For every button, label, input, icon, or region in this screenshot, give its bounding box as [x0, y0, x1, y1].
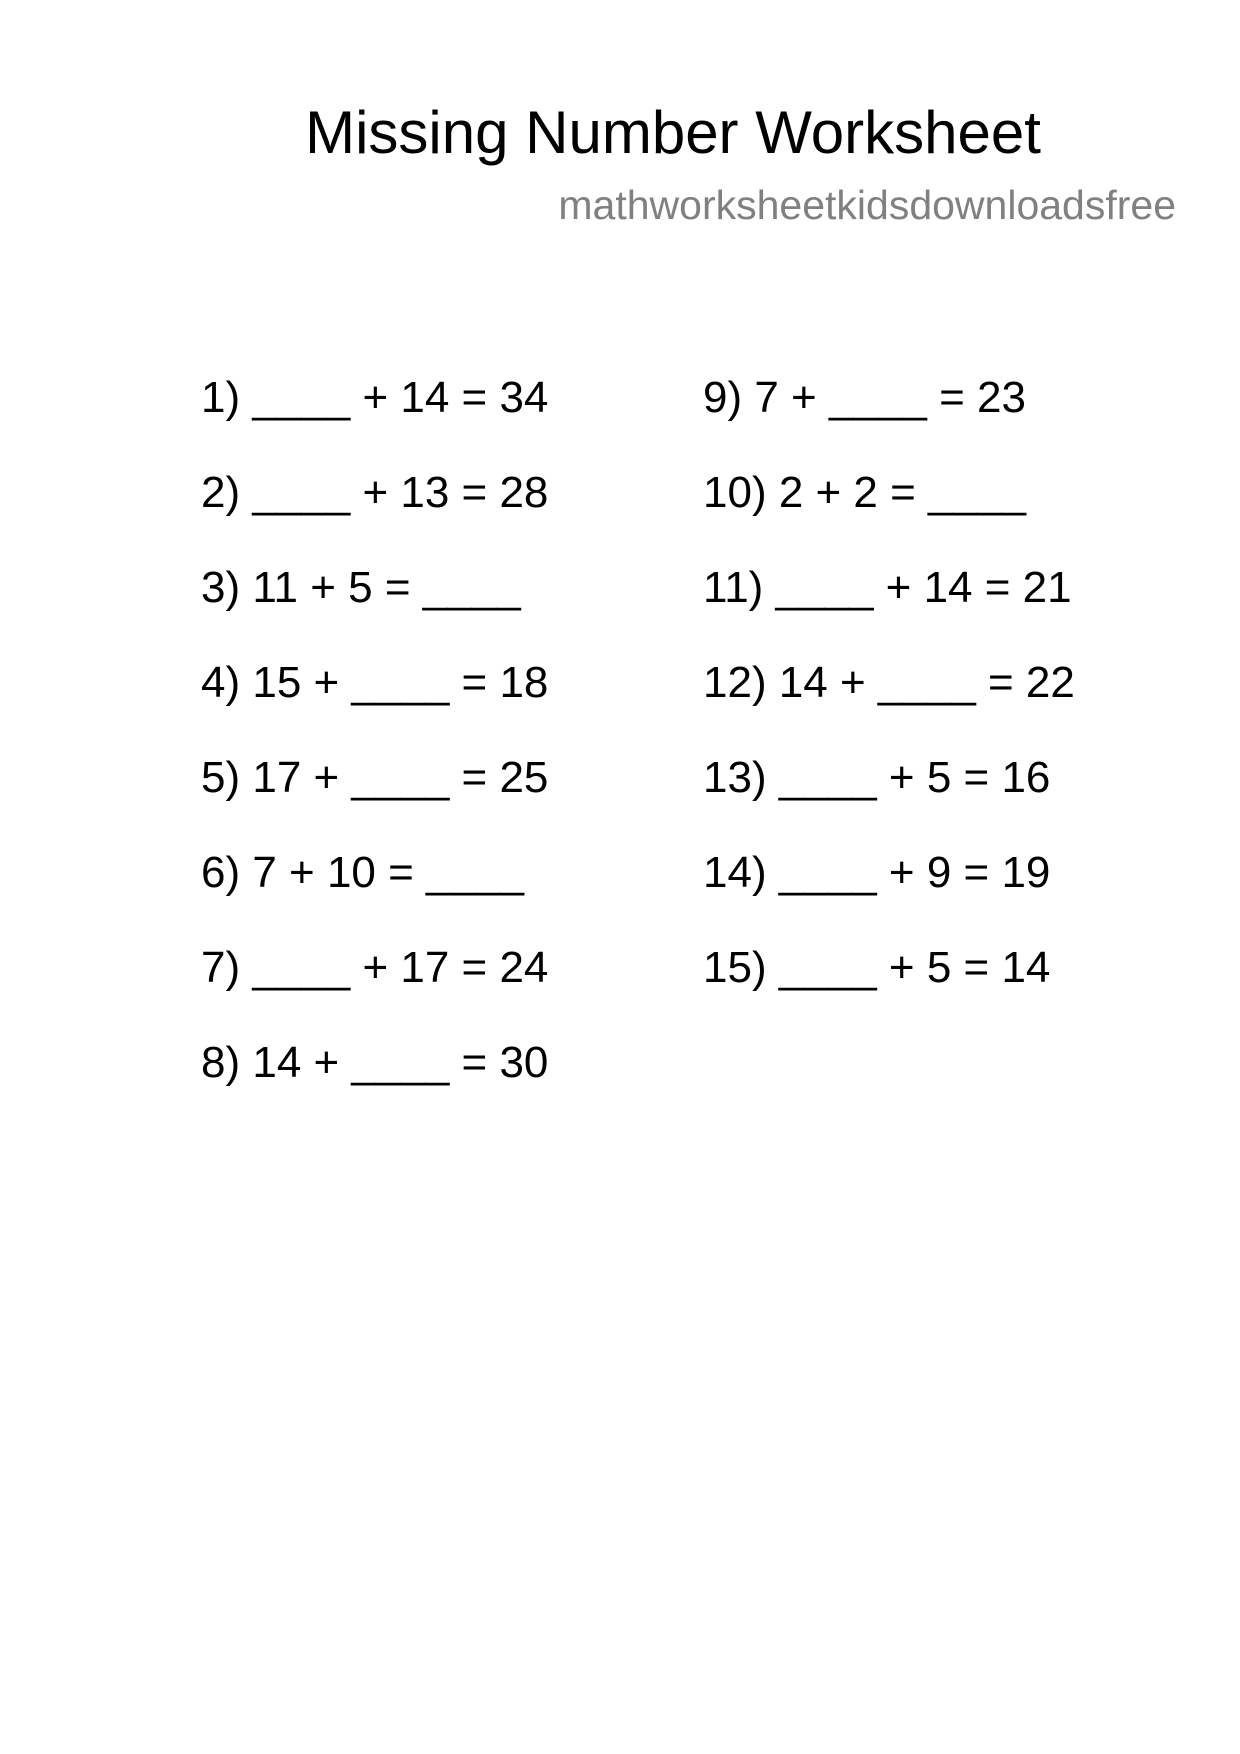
problem-2: 2) ____ + 13 = 28	[201, 468, 549, 517]
problem-7: 7) ____ + 17 = 24	[201, 943, 549, 992]
problem-4: 4) 15 + ____ = 18	[201, 658, 549, 707]
problem-14: 14) ____ + 9 = 19	[703, 848, 1051, 897]
problems-left-column	[201, 350, 548, 1110]
problem-11: 11) ____ + 14 = 21	[703, 563, 1072, 612]
problem-8: 8) 14 + ____ = 30	[201, 1038, 549, 1087]
worksheet-source: mathworksheetkidsdownloadsfree	[558, 182, 1176, 228]
problem-1: 1) ____ + 14 = 34	[201, 373, 549, 422]
problem-9: 9) 7 + ____ = 23	[703, 373, 1026, 422]
problem-13: 13) ____ + 5 = 16	[703, 753, 1051, 802]
problem-12: 12) 14 + ____ = 22	[703, 658, 1075, 707]
problem-6: 6) 7 + 10 = ____	[201, 848, 524, 897]
problem-15: 15) ____ + 5 = 14	[703, 943, 1051, 992]
worksheet-title: Missing Number Worksheet	[305, 99, 1041, 166]
problem-5: 5) 17 + ____ = 25	[201, 753, 549, 802]
problems-right-column	[703, 350, 1075, 1015]
problem-10: 10) 2 + 2 = ____	[703, 468, 1026, 517]
problem-3: 3) 11 + 5 = ____	[201, 563, 521, 612]
